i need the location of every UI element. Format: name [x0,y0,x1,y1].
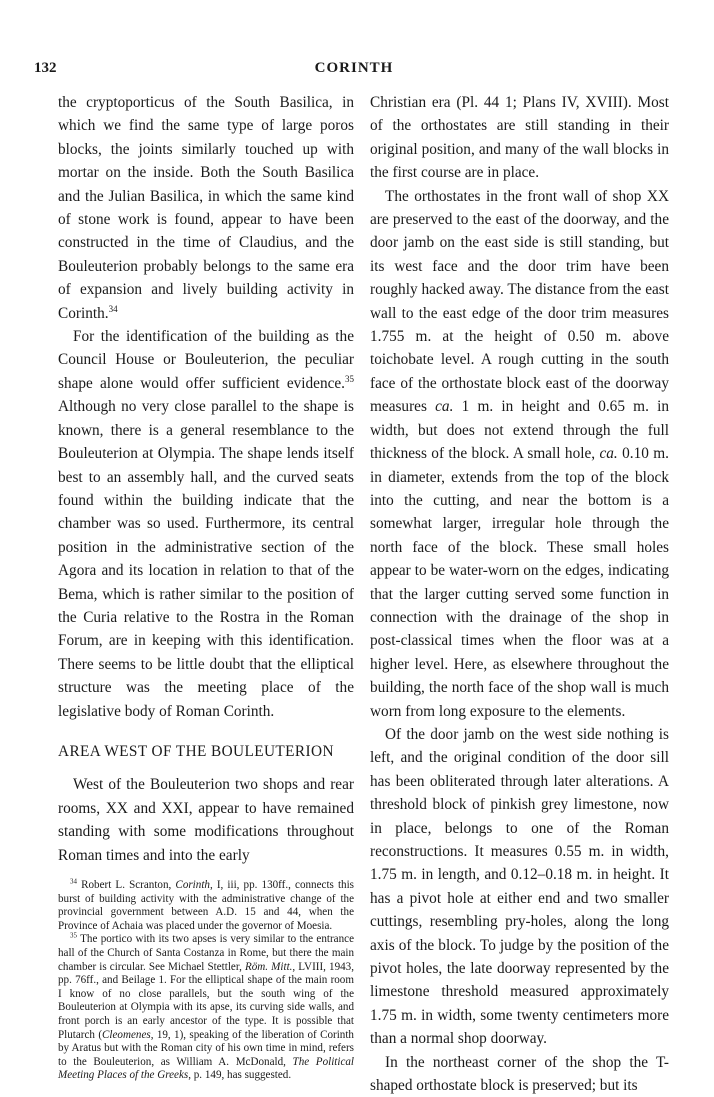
section-heading: AREA WEST OF THE BOULEUTERION [58,742,334,760]
footnote-35: $^{35}$ The portico with its two apses is very similar to the entrance hall of the Church of Santa Costanza in Rome, but there the main chamber is circular. See Michael Stettler, Röm. Mitt., LVIII, 1943, pp. 76ff., and Beilage 1. For the elliptical shape of the main room I know of no close parallels, but the south wing of the Bouleuterion at Olympia with its apse, its curving side walls, and front porch is an early ancestor of the type. It is possible that Plutarch (Cleomenes, 19, 1), speaking of the liberation of Corinth by Aratus but with the Roman city of his own time in mind, refers to the Bouleuterion, as William A. McDonald, The Political Meeting Places of the Greeks, p. 149, has suggested. [58,931,354,1082]
footnote-ref[interactable]: 35 [345,373,354,384]
footnote-34: $^{34}$ Robert L. Scranton, Corinth, I, iii, pp. 130ff., connects this burst of building activity with the administrative change of the provincial government between A.D. 15 and 44, when the Province of Achaia was placed under the governor of Moesia. [58,877,354,932]
paragraph: The orthostates in the front wall of shop XX are preserved to the east of the doorway, and the door jamb on the east side is still standing, but its west face and the door trim have been roughly hacked away. The distance from the east wall to the east edge of the door trim measures 1.755 m. at the height of 0.50 m. above toichobate level. A rough cutting in the south face of the orthostate block east of the doorway measures ca. 1 m. in height and 0.65 m. in width, but does not extend through the full thickness of the block. A small hole, ca. 0.10 m. in diameter, extends from the top of the block into the cutting, and near the bottom is a somewhat larger, irregular hole through the north face of the block. These small holes appear to be water-worn on the edges, indicating that the larger cutting served some function in connection with the drainage of the shop in post-classical times when the floor was at a higher level. Here, as elsewhere throughout the building, the north face of the shop wall is much worn from long exposure to the elements. [370,187,669,720]
footnotes [58,879,354,1083]
paragraph: West of the Bouleuterion two shops and rear rooms, XX and XXI, appear to have remained standing with some modifications throughout Roman times and into the early [58,776,354,864]
paragraph: the cryptoporticus of the South Basilica, in which we find the same type of large poros blocks, the joints similarly touched up with mortar on the inside. Both the South Basilica and the Julian Basilica, in which the same kind of stone work is found, appear to have been constructed in the time of Claudius, and the Bouleuterion probably belongs to the same era of expansion and lively building activity in Corinth.$^{34}$ [58,94,354,322]
page-number: 132 [34,60,57,76]
footnote-ref[interactable]: 34 [108,303,118,314]
paragraph: For the identification of the building as the Council House or Bouleuterion, the peculiar shape alone would offer sufficient evidence.$^{35}$ Although no very close parallel to the shape is known, there is a general resemblance to the Bouleuterion at Olympia. The shape lends itself best to an assembly hall, and the curved seats found within the building indicate that the chamber was so used. Furthermore, its central position in the administrative section of the Agora and its location in relation to that of the Bema, which is rather similar to the position of the Curia relative to the Rostra in the Roman Forum, are in keeping with this identification. There seems to be little doubt that the elliptical structure was the meeting place of the legislative body of Roman Corinth. [58,328,354,720]
page-header [34,60,674,84]
running-head: CORINTH [314,60,394,76]
paragraph: Christian era (Pl. 44 1; Plans IV, XVIII). Most of the orthostates are still standing in their original position, and many of the wall blocks in the first course are in place. [370,94,669,182]
right-column [370,91,669,1097]
paragraph: In the northeast corner of the shop the T-shaped orthostate block is preserved; but its [370,1053,669,1095]
left-column [58,91,354,1083]
paragraph: Of the door jamb on the west side nothing is left, and the original condition of the door sill has been obliterated through later alterations. A threshold block of pinkish grey limestone, now in place, belongs to one of the Roman reconstructions. It measures 0.55 m. in width, 1.75 m. in length, and 0.12–0.18 m. in height. It has a pivot hole at either end and two smaller cuttings, resembling pry-holes, along the long axis of the block. To judge by the position of the pivot holes, the late doorway represented by the limestone threshold measured approximately 1.75 m. in width, some twenty centimeters more than a normal shop doorway. [370,725,669,1048]
